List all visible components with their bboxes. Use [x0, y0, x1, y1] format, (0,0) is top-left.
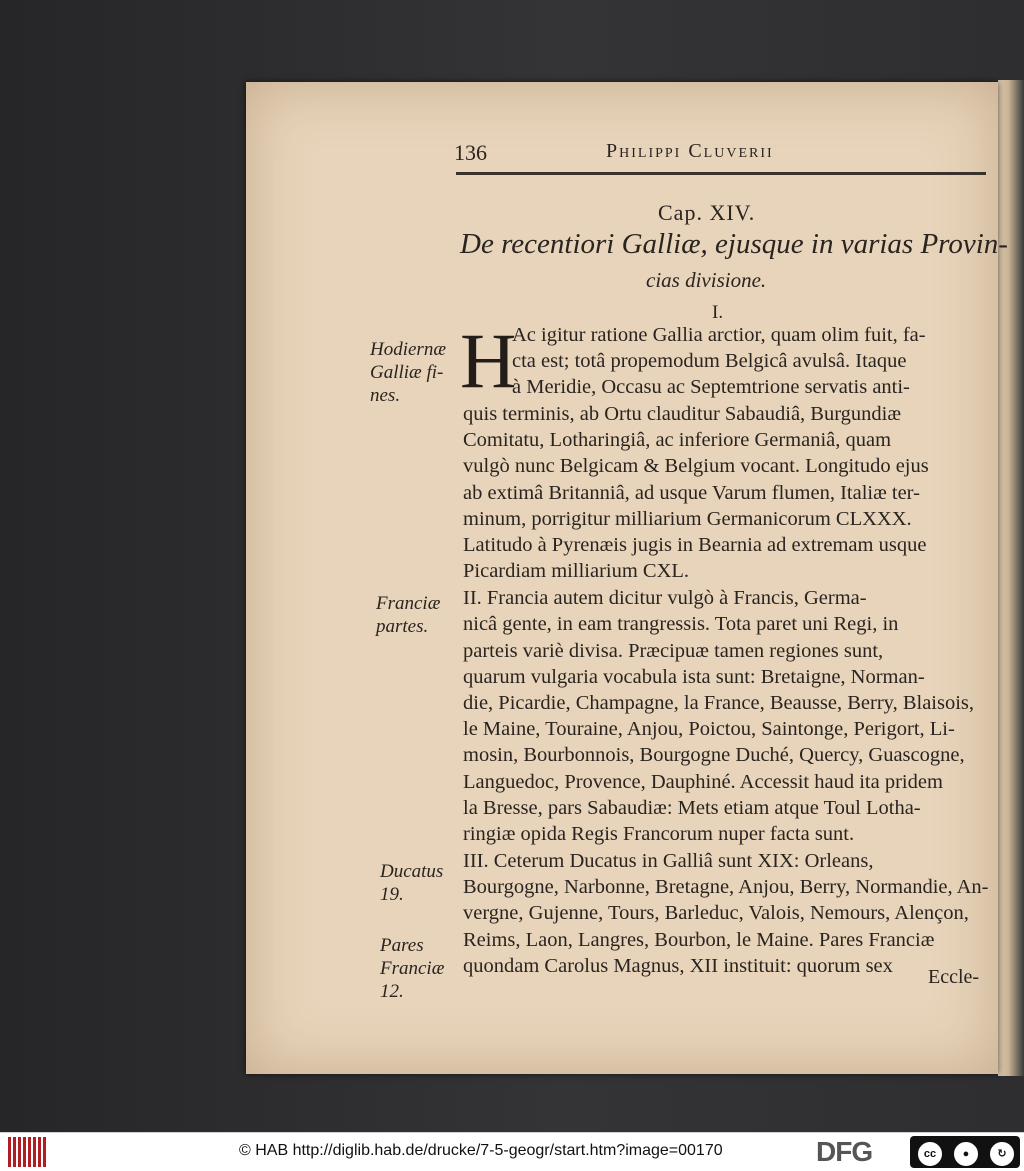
hab-logo-icon	[8, 1137, 48, 1167]
body-line: ab extimâ Britanniâ, ad usque Varum flumen, Italiæ ter-	[463, 482, 920, 504]
drop-cap: H	[460, 317, 517, 404]
by-icon: ●	[952, 1140, 980, 1168]
body-line: quis terminis, ab Ortu clauditur Sabaudiâ, Burgundiæ	[463, 403, 902, 425]
body-line: cta est; totâ propemodum Belgicâ avulsâ. Itaque	[512, 350, 907, 372]
body-line: à Meridie, Occasu ac Septemtrione servatis anti-	[512, 376, 910, 398]
body-line: nicâ gente, in eam trangressis. Tota paret uni Regi, in	[463, 613, 899, 635]
body-line: parteis variè divisa. Præcipuæ tamen regiones sunt,	[463, 640, 884, 662]
cc-icon: cc	[916, 1140, 944, 1168]
margin-note	[380, 860, 443, 906]
body-line: vergne, Gujenne, Tours, Barleduc, Valois, Nemours, Alençon,	[463, 902, 969, 924]
body-line: Ac igitur ratione Gallia arctior, quam olim fuit, fa-	[512, 324, 926, 346]
body-line: minum, porrigitur milliarium Germanicorum CLXXX.	[463, 508, 912, 530]
margin-note-line: partes.	[376, 616, 429, 637]
body-line: III. Ceterum Ducatus in Galliâ sunt XIX: Orleans,	[463, 850, 874, 872]
body-line: Picardiam milliarium CXL.	[463, 560, 690, 582]
chapter-number: Cap. XIV.	[658, 200, 756, 225]
margin-note-line: Franciæ	[376, 593, 441, 614]
section-marker: I.	[712, 302, 724, 323]
body-line: le Maine, Touraine, Anjou, Poictou, Saintonge, Perigort, Li-	[463, 718, 955, 740]
body-line: la Bresse, pars Sabaudiæ: Mets etiam atque Toul Lotha-	[463, 797, 921, 819]
margin-note	[376, 592, 440, 638]
body-line: Comitatu, Lotharingiâ, ac inferiore Germaniâ, quam	[463, 429, 892, 451]
margin-note	[380, 934, 444, 1003]
body-line: quarum vulgaria vocabula ista sunt: Bretaigne, Norman-	[463, 666, 925, 688]
viewer-footer	[0, 1132, 1024, 1171]
body-line: ringiæ opida Regis Francorum nuper facta sunt.	[463, 823, 855, 845]
sa-icon: ↻	[988, 1140, 1016, 1168]
margin-note-line: nes.	[370, 385, 401, 406]
body-line: Languedoc, Provence, Dauphiné. Accessit haud ita pridem	[463, 771, 943, 793]
chapter-title-line1: De recentiori Galliæ, ejusque in varias Provin-	[460, 228, 1008, 260]
attribution-link[interactable]: © HAB http://diglib.hab.de/drucke/7-5-geogr/start.htm?image=00170	[239, 1142, 723, 1159]
margin-note-line: 19.	[380, 884, 404, 905]
body-line: Latitudo à Pyrenæis jugis in Bearnia ad extremam usque	[463, 534, 927, 556]
margin-note-line: Hodiernæ	[370, 339, 446, 360]
chapter-title-line2: cias divisione.	[646, 268, 767, 292]
body-line: II. Francia autem dicitur vulgò à Francis, Germa-	[463, 587, 867, 609]
cc-license-badge[interactable]	[910, 1136, 1020, 1168]
margin-note-line: Galliæ fi-	[370, 362, 444, 383]
margin-note-line: Pares	[380, 935, 424, 956]
margin-note	[370, 338, 446, 407]
body-line: Bourgogne, Narbonne, Bretagne, Anjou, Berry, Normandie, An-	[463, 876, 989, 898]
body-line: vulgò nunc Belgicam & Belgium vocant. Longitudo ejus	[463, 455, 929, 477]
margin-note-line: 12.	[380, 981, 404, 1002]
header-rule	[456, 172, 986, 175]
running-title: Philippi Cluverii	[606, 140, 774, 162]
body-line: die, Picardie, Champagne, la France, Beausse, Berry, Blaisois,	[463, 692, 975, 714]
by-label: BY	[960, 1158, 971, 1167]
body-line: quondam Carolus Magnus, XII instituit: quorum sex	[463, 955, 893, 977]
catchword: Eccle-	[928, 966, 980, 988]
dfg-logo: DFG	[816, 1136, 873, 1167]
margin-note-line: Ducatus	[380, 861, 444, 882]
margin-note-line: Franciæ	[380, 958, 445, 979]
page-number: 136	[454, 140, 487, 165]
body-line: Reims, Laon, Langres, Bourbon, le Maine. Pares Franciæ	[463, 929, 935, 951]
body-line: mosin, Bourbonnois, Bourgogne Duché, Quercy, Guascogne,	[463, 744, 965, 766]
sa-label: SA	[996, 1158, 1007, 1167]
